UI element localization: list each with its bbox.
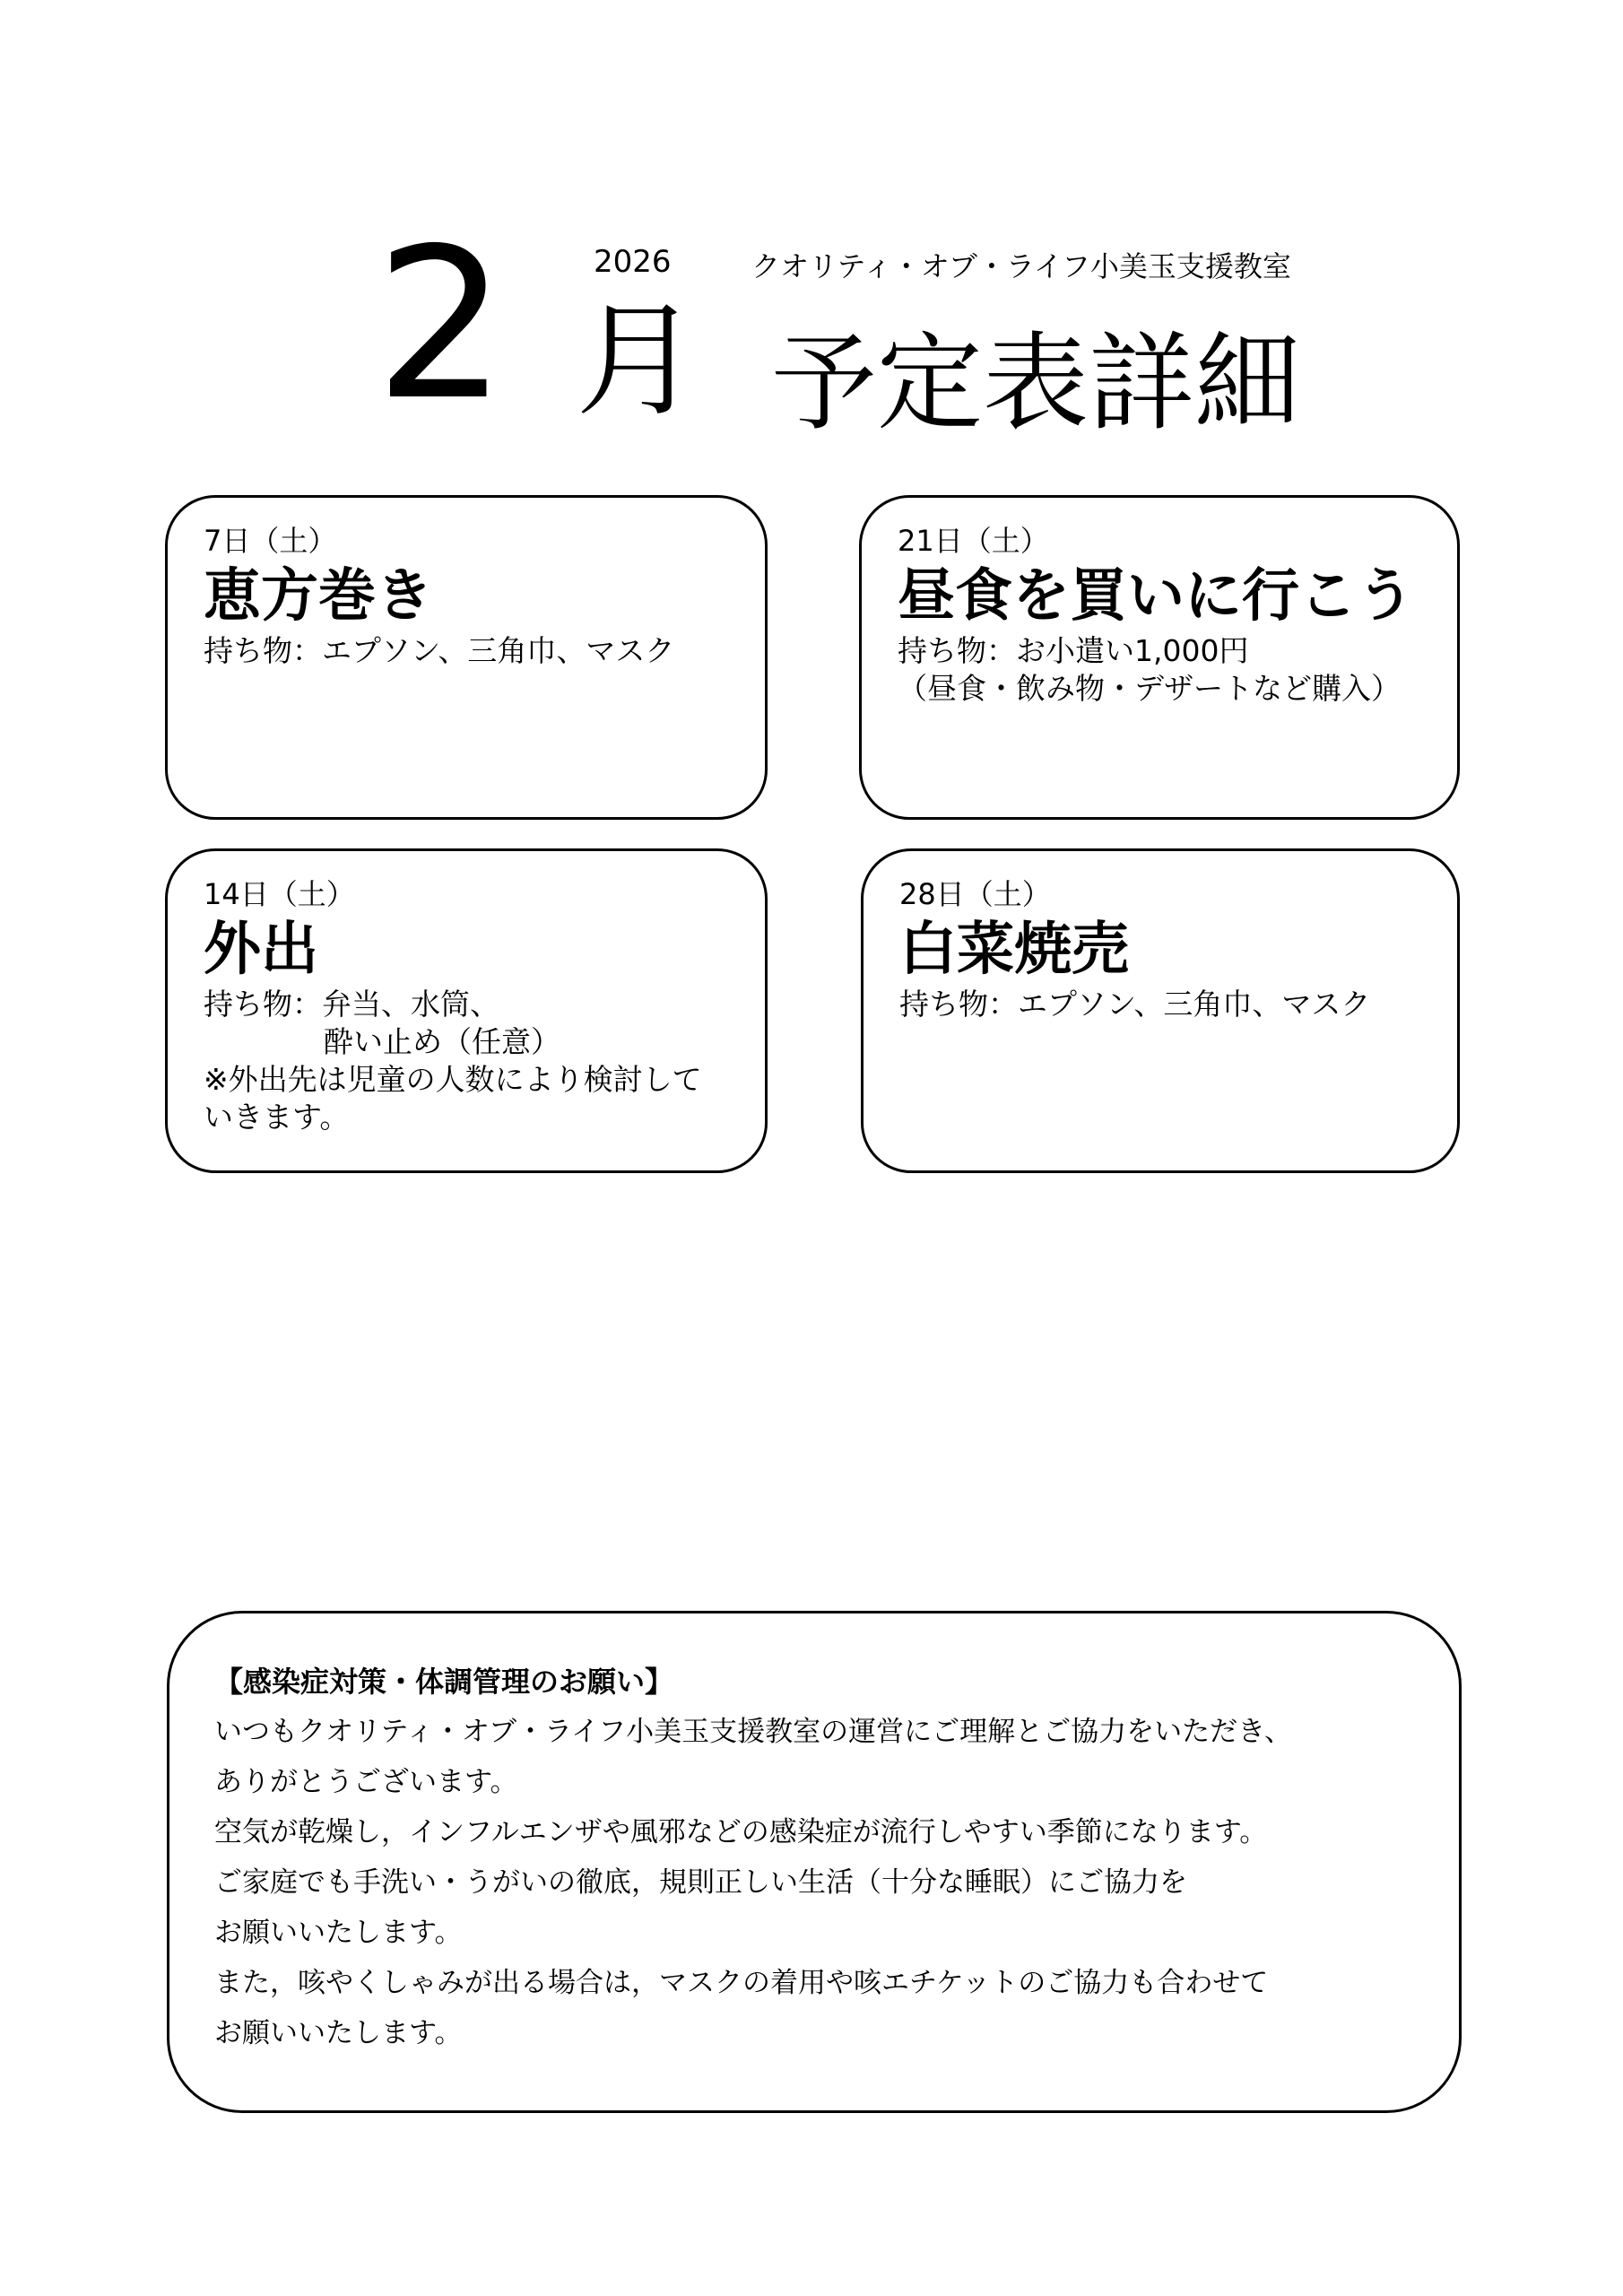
event-date: 7日（土） (204, 524, 337, 558)
event-title: 昼食を買いに行こう (898, 563, 1414, 630)
page-title: 予定表詳細 (771, 321, 1301, 445)
notice-line: いつもクオリティ・オブ・ライフ小美玉支援教室の運営にご理解とご協力をいただき、 (214, 1716, 1292, 1748)
event-items-continued: 酔い止め（任意） (324, 1024, 560, 1059)
notice-line: また，咳やくしゃみが出る場合は，マスクの着用や咳エチケットのご協力も合わせて (214, 1967, 1269, 1999)
event-title: 外出 (204, 917, 318, 983)
notice-line: 空気が乾燥し，インフルエンザや風邪などの感染症が流行しやすい季節になります。 (214, 1816, 1268, 1848)
month-number: 2 (375, 204, 508, 446)
organization-name: クオリティ・オブ・ライフ小美玉支援教室 (751, 249, 1291, 283)
event-note: （昼食・飲み物・デザートなど購入） (898, 671, 1401, 706)
notice-line: お願いいたします。 (214, 2017, 463, 2049)
notice-line: ありがとうございます。 (214, 1766, 518, 1798)
event-items: 持ち物：お小遣い1,000円 (898, 633, 1249, 668)
notice-line: ご家庭でも手洗い・うがいの徹底，規則正しい生活（十分な睡眠）にご協力を (214, 1866, 1187, 1899)
event-card-7 (165, 495, 768, 820)
event-card-14 (165, 848, 768, 1173)
event-note: ※外出先は児童の人数により検討して (204, 1062, 702, 1097)
year-label: 2026 (594, 244, 672, 280)
event-date: 21日（土） (898, 524, 1049, 558)
event-card-28 (861, 848, 1460, 1173)
event-title: 白菜焼売 (899, 917, 1129, 983)
event-note-continued: いきます。 (204, 1100, 350, 1135)
notice-box (167, 1611, 1462, 2113)
event-items: 持ち物：エプソン、三角巾、マスク (899, 987, 1371, 1022)
event-date: 28日（土） (899, 877, 1051, 911)
event-date: 14日（土） (204, 877, 355, 911)
notice-heading: 【感染症対策・体調管理のお願い】 (214, 1665, 674, 1699)
event-card-21 (859, 495, 1460, 820)
event-items: 持ち物：エプソン、三角巾、マスク (204, 633, 675, 668)
event-items: 持ち物：弁当、水筒、 (204, 987, 499, 1022)
event-title: 恵方巻き (204, 563, 433, 630)
notice-line: お願いいたします。 (214, 1917, 463, 1949)
month-kanji: 月 (576, 289, 700, 433)
